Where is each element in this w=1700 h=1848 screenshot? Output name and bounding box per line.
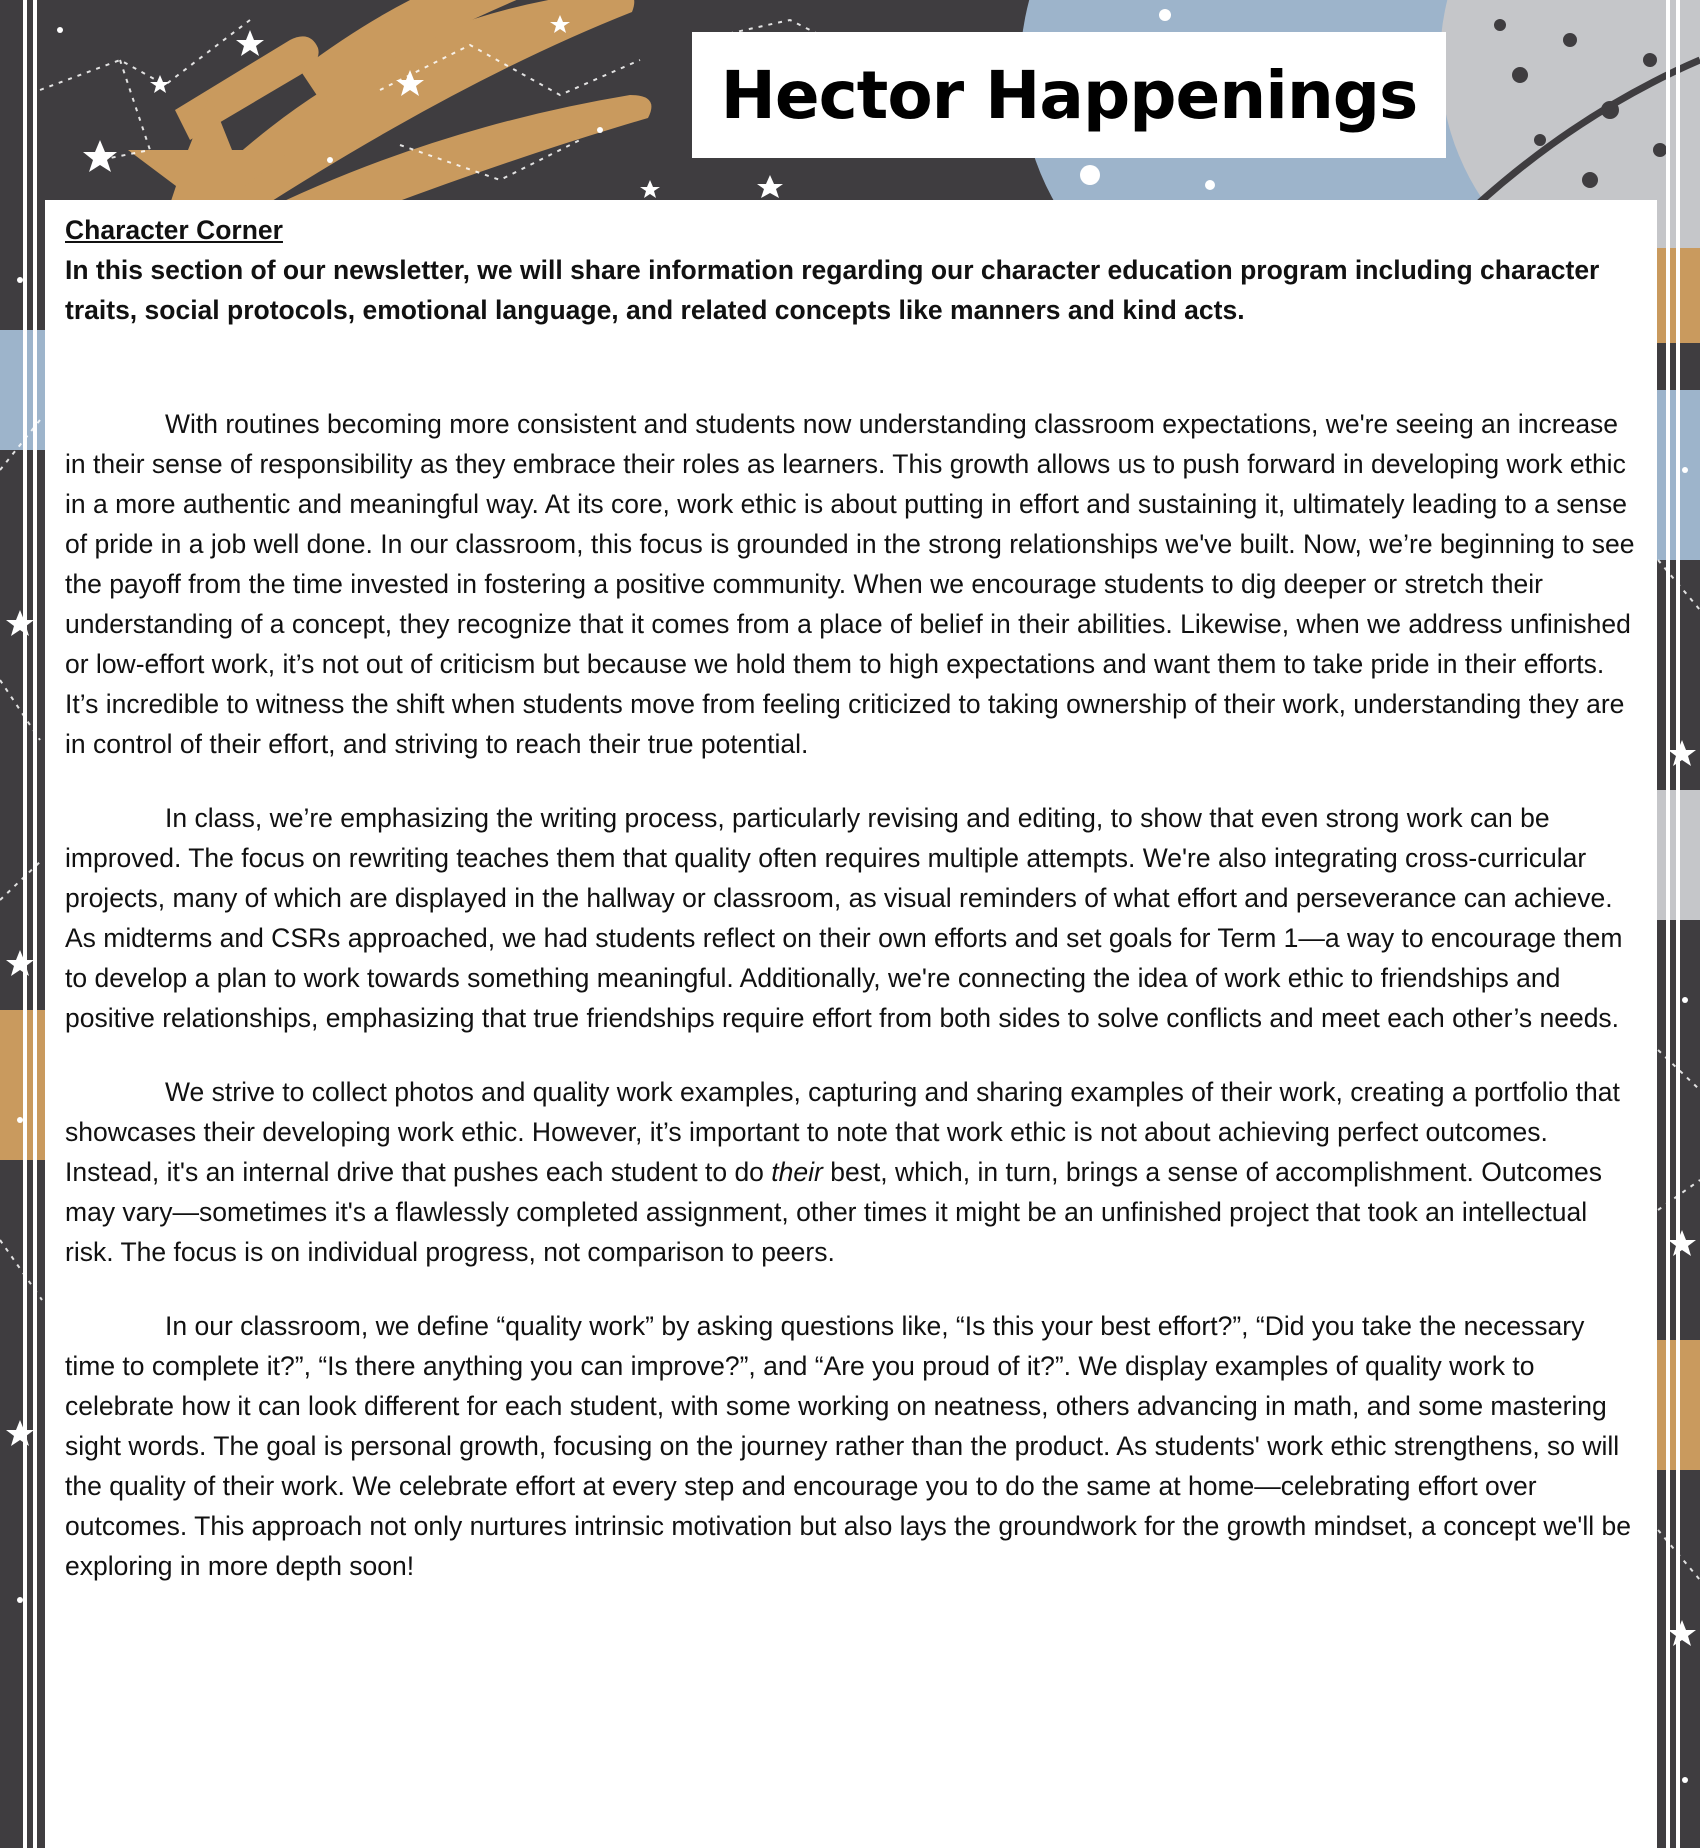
- paragraph-4: In our classroom, we define “quality work” by asking questions like, “Is this your best effort?”, “Did you take the necessary time to complete it?”, “Is there anything you can improve?”, and “Are you proud of it?”. We display examples of quality work to celebrate how it can look different for each student, with some working on neatness, others advancing in math, and some mastering sight words. The goal is personal growth, focusing on the journey rather than the product. As students' work ethic strengthens, so will the quality of their work. We celebrate effort at every step and encourage you to do the same at home—celebrating effort over outcomes. This approach not only nurtures intrinsic motivation but also lays the groundwork for the growth mindset, a concept we'll be exploring in more depth soon!: [65, 1311, 1631, 1581]
- section-heading: Character Corner: [65, 215, 283, 245]
- paragraph-3-part-2: best, which, in turn, brings a sense of accomplishment. Outcomes may vary—sometimes it's a flawlessly completed assignment, other times it might be an unfinished project that took an intellectual risk. The focus is on individual progress, not comparison to peers.: [65, 1157, 1603, 1267]
- newsletter-title: Hector Happenings: [720, 56, 1418, 134]
- section-intro: In this section of our newsletter, we will share information regarding our character education program including character traits, social protocols, emotional language, and related concepts like manners and kind acts.: [65, 255, 1600, 325]
- paragraph-2: In class, we’re emphasizing the writing process, particularly revising and editing, to show that even strong work can be improved. The focus on rewriting teaches them that quality often requires multiple attempts. We're also integrating cross-curricular projects, many of which are displayed in the hallway or classroom, as visual reminders of what effort and perseverance can achieve. As midterms and CSRs approached, we had students reflect on their own efforts and set goals for Term 1—a way to encourage them to develop a plan to work towards something meaningful. Additionally, we're connecting the idea of work ethic to friendships and positive relationships, emphasizing that true friendships require effort from both sides to solve conflicts and meet each other’s needs.: [65, 803, 1623, 1033]
- paragraph-3-emphasis: their: [771, 1157, 823, 1187]
- newsletter-title-box: [692, 32, 1446, 158]
- content-panel: [45, 200, 1657, 1848]
- paragraph-3-part-1: We strive to collect photos and quality work examples, capturing and sharing examples of their work, creating a portfolio that showcases their developing work ethic. However, it’s important to note that work ethic is not about achieving perfect outcomes. Instead, it's an internal drive that pushes each student to do: [65, 1077, 1620, 1187]
- paragraph-1: With routines becoming more consistent and students now understanding classroom expectations, we're seeing an increase in their sense of responsibility as they embrace their roles as learners. This growth allows us to push forward in developing work ethic in a more authentic and meaningful way. At its core, work ethic is about putting in effort and sustaining it, ultimately leading to a sense of pride in a job well done. In our classroom, this focus is grounded in the strong relationships we've built. Now, we’re beginning to see the payoff from the time invested in fostering a positive community. When we encourage students to dig deeper or stretch their understanding of a concept, they recognize that it comes from a place of belief in their abilities. Likewise, when we address unfinished or low-effort work, it’s not out of criticism but because we hold them to high expectations and want them to take pride in their efforts. It’s incredible to witness the shift when students move from feeling criticized to taking ownership of their work, understanding they are in control of their effort, and striving to reach their true potential.: [65, 409, 1635, 759]
- paragraph-3: [65, 1072, 1641, 1272]
